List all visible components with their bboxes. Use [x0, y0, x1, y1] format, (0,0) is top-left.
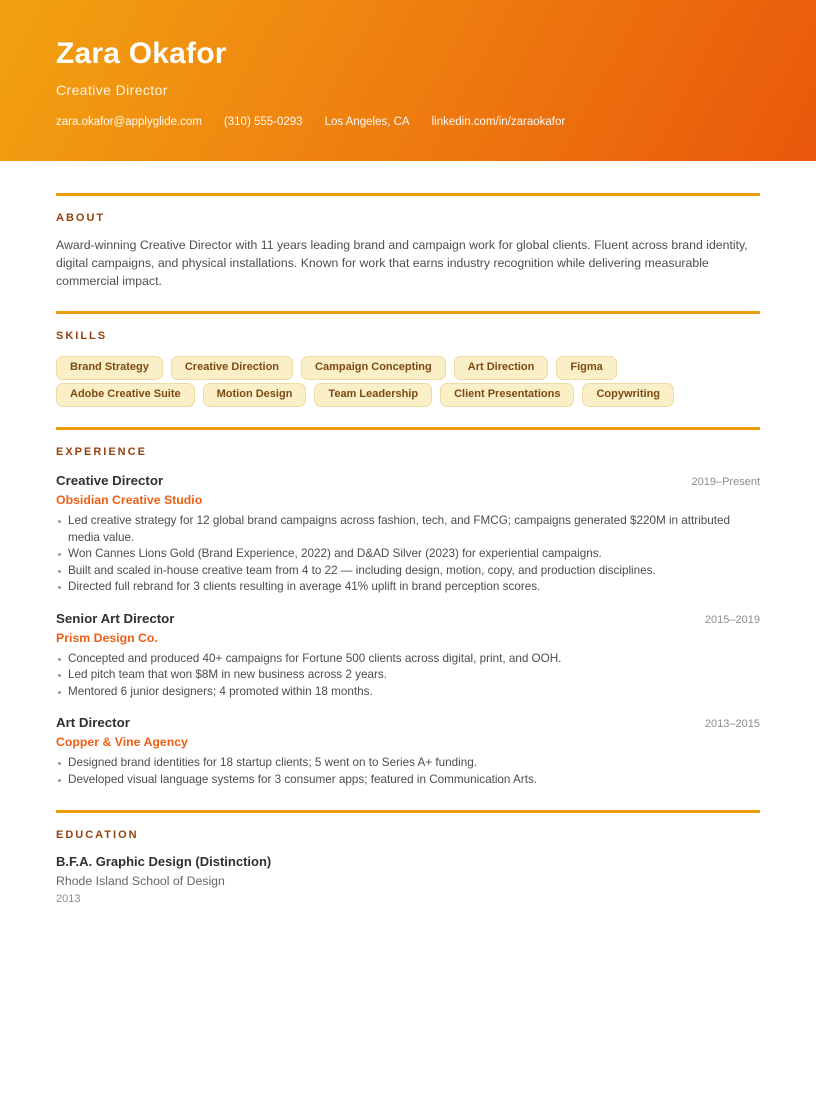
experience-heading: EXPERIENCE: [56, 446, 147, 458]
skill-chip: Adobe Creative Suite: [56, 383, 195, 407]
job-bullet: Developed visual language systems for 3 consumer apps; featured in Communication Arts.: [56, 772, 760, 789]
job-bullet: Directed full rebrand for 3 clients resulting in average 41% uplift in brand perception scores.: [56, 579, 760, 596]
contact-item: linkedin.com/in/zaraokafor: [431, 116, 566, 128]
contact-item: Los Angeles, CA: [324, 116, 410, 128]
job-header-row: [56, 715, 760, 730]
job-dates: 2015–2019: [704, 613, 760, 626]
about-heading: ABOUT: [56, 212, 106, 224]
skill-chip: Campaign Concepting: [301, 356, 446, 380]
job-company: Prism Design Co.: [56, 630, 158, 645]
header-banner: [0, 0, 816, 161]
job-dates: 2013–2015: [704, 718, 760, 730]
education-degree: B.F.A. Graphic Design (Distinction): [56, 854, 272, 869]
skills-list: [56, 356, 760, 407]
job-title: Senior Art Director: [56, 610, 175, 626]
experience-item: [56, 715, 760, 788]
skill-chip: Client Presentations: [440, 383, 574, 407]
candidate-title: Creative Director: [56, 82, 168, 98]
skill-chip: Figma: [556, 356, 616, 380]
job-title: Art Director: [56, 715, 130, 730]
contact-bar: [56, 116, 760, 128]
job-header-row: [56, 473, 760, 488]
education-heading: EDUCATION: [56, 829, 139, 841]
education-school: Rhode Island School of Design: [56, 874, 225, 888]
experience-list: [56, 473, 760, 788]
contact-item: zara.okafor@applyglide.com: [56, 116, 202, 128]
job-bullet: Designed brand identities for 18 startup clients; 5 went on to Series A+ funding.: [56, 755, 760, 772]
contact-item: (310) 555-0293: [223, 116, 303, 128]
skill-chip: Brand Strategy: [56, 356, 163, 380]
experience-item: [56, 611, 760, 701]
job-bullets: [56, 513, 760, 596]
skill-chip: Team Leadership: [314, 383, 432, 407]
job-bullet: Led pitch team that won $8M in new business across 2 years.: [56, 667, 760, 684]
skills-heading: SKILLS: [56, 330, 108, 342]
job-bullets: [56, 651, 760, 701]
job-bullet: Built and scaled in-house creative team from 4 to 22 — including design, motion, copy, and production disciplines.: [56, 563, 760, 580]
job-bullet: Mentored 6 junior designers; 4 promoted within 18 months.: [56, 684, 760, 701]
job-company: Obsidian Creative Studio: [56, 493, 203, 507]
job-header-row: [56, 611, 760, 626]
job-bullet: Concepted and produced 40+ campaigns for Fortune 500 clients across digital, print, and OOH.: [56, 651, 760, 668]
skill-chip: Copywriting: [582, 383, 674, 407]
skill-chip: Motion Design: [203, 383, 307, 407]
experience-item: [56, 473, 760, 596]
job-bullet: Won Cannes Lions Gold (Brand Experience, 2022) and D&AD Silver (2023) for experiential campaigns.: [56, 546, 760, 563]
section-divider: [56, 311, 760, 314]
education-year: 2013: [56, 893, 81, 905]
job-title: Creative Director: [56, 473, 164, 488]
job-dates: 2019–Present: [691, 476, 760, 488]
job-company: Copper & Vine Agency: [56, 735, 188, 749]
job-bullet: Led creative strategy for 12 global brand campaigns across fashion, tech, and FMCG; campaigns generated $220M in attributed media value.: [56, 513, 760, 546]
candidate-name: Zara Okafor: [56, 37, 227, 70]
job-bullets: [56, 755, 760, 788]
about-text: Award-winning Creative Director with 11 years leading brand and campaign work for global clients. Fluent across brand identity, digital campaigns, and physical installations. Known for work that earns industry recognition while delivering measurable commercial impact.: [56, 238, 748, 288]
resume-body: [0, 193, 816, 905]
section-divider: [56, 810, 760, 813]
section-divider: [56, 427, 760, 430]
skill-chip: Creative Direction: [171, 356, 293, 380]
skill-chip: Art Direction: [454, 356, 549, 380]
section-divider: [56, 193, 760, 196]
